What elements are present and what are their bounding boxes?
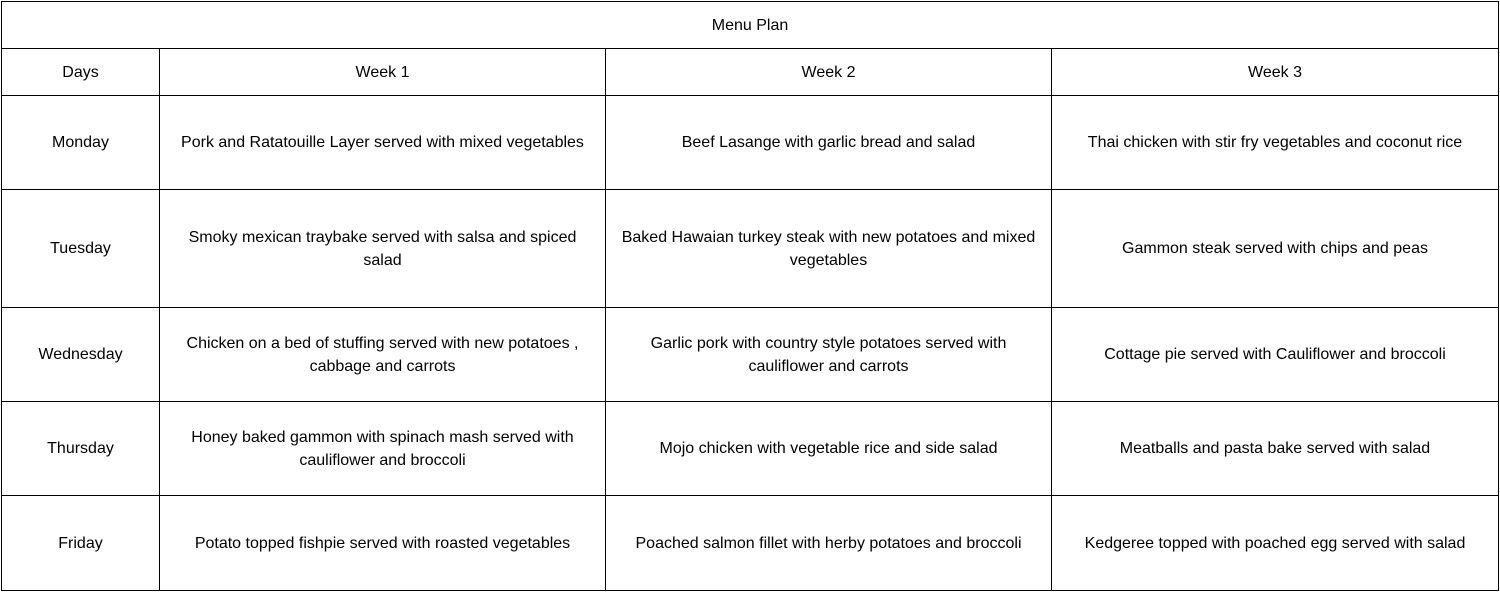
menu-plan-table: [1, 1, 1499, 591]
header-week-1: Week 1: [160, 49, 606, 96]
week-1-meal-cell: Potato topped fishpie served with roasted vegetables: [160, 496, 606, 591]
week-3-meal-cell: Meatballs and pasta bake served with salad: [1052, 402, 1499, 496]
week-1-meal-cell: Honey baked gammon with spinach mash served with cauliflower and broccoli: [160, 402, 606, 496]
table-row: [2, 496, 1499, 591]
week-3-meal-cell: Thai chicken with stir fry vegetables and coconut rice: [1052, 96, 1499, 190]
week-1-meal-cell: Pork and Ratatouille Layer served with mixed vegetables: [160, 96, 606, 190]
week-3-meal-cell: Gammon steak served with chips and peas: [1052, 190, 1499, 308]
week-2-meal-cell: Mojo chicken with vegetable rice and side salad: [606, 402, 1052, 496]
day-cell: Thursday: [2, 402, 160, 496]
header-row: [2, 49, 1499, 96]
week-3-meal-cell: Cottage pie served with Cauliflower and broccoli: [1052, 308, 1499, 402]
table-row: [2, 402, 1499, 496]
title-row: [2, 2, 1499, 49]
header-week-3: Week 3: [1052, 49, 1499, 96]
week-2-meal-cell: Garlic pork with country style potatoes served with cauliflower and carrots: [606, 308, 1052, 402]
day-cell: Wednesday: [2, 308, 160, 402]
week-2-meal-cell: Beef Lasange with garlic bread and salad: [606, 96, 1052, 190]
header-week-2: Week 2: [606, 49, 1052, 96]
week-1-meal-cell: Smoky mexican traybake served with salsa and spiced salad: [160, 190, 606, 308]
day-cell: Monday: [2, 96, 160, 190]
week-1-meal-cell: Chicken on a bed of stuffing served with new potatoes , cabbage and carrots: [160, 308, 606, 402]
week-2-meal-cell: Poached salmon fillet with herby potatoes and broccoli: [606, 496, 1052, 591]
table-row: [2, 308, 1499, 402]
header-days: Days: [2, 49, 160, 96]
week-3-meal-cell: Kedgeree topped with poached egg served with salad: [1052, 496, 1499, 591]
day-cell: Tuesday: [2, 190, 160, 308]
table-row: [2, 190, 1499, 308]
table-title: Menu Plan: [2, 2, 1499, 49]
day-cell: Friday: [2, 496, 160, 591]
week-2-meal-cell: Baked Hawaian turkey steak with new potatoes and mixed vegetables: [606, 190, 1052, 308]
table-row: [2, 96, 1499, 190]
